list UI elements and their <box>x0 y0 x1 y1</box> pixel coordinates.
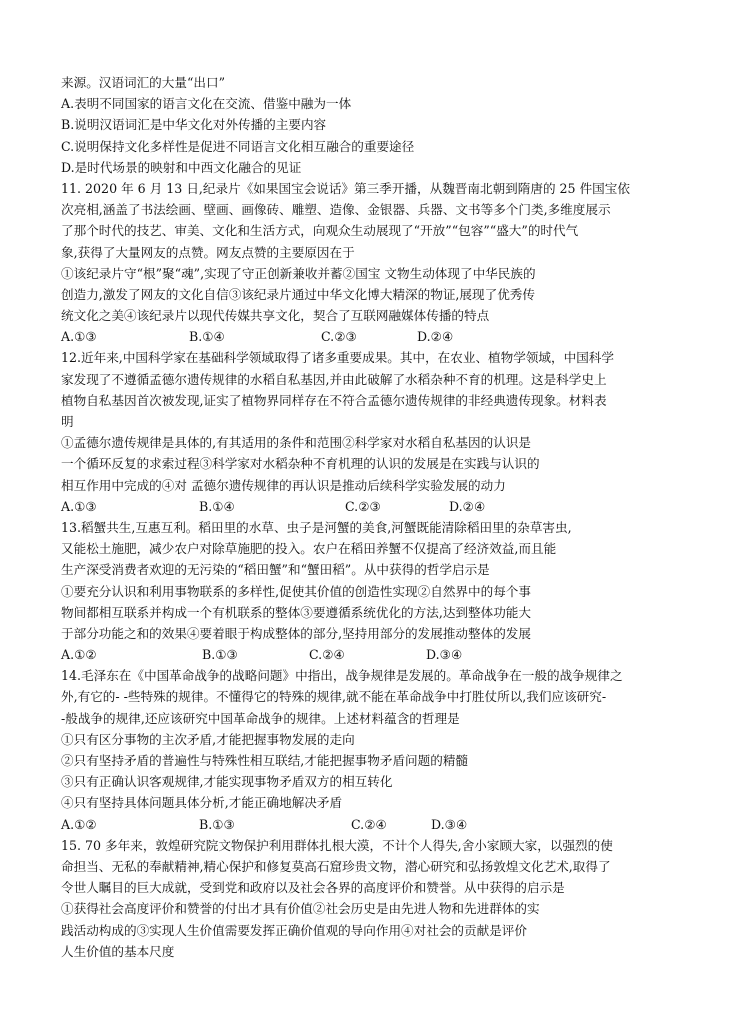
answer-options-row <box>61 496 701 517</box>
question-text-line: 外,有它的- -些特殊的规律。不懂得它的特殊的规律,就不能在革命战争中打胜仗所以,我们应该研究- <box>61 689 607 705</box>
statement-line: ①该纪录片守“根”聚“魂”,实现了守正创新兼收并蓄②国宝 文物生动体现了中华民族的 <box>61 265 536 281</box>
option-a: A.表明不同国家的语言文化在交流、借鉴中融为一体 <box>61 96 352 112</box>
question-stem: 来源。汉语词汇的大量“出口” <box>61 75 226 90</box>
statement-line: 践活动构成的③实现人生价值需要发挥正确价值观的导向作用④对社会的贡献是评价 <box>61 922 527 938</box>
option-c: C.②④ <box>309 647 345 663</box>
statement-line: ①获得社会高度评价和赞誉的付出才具有价值②社会历史是由先进人物和先进群体的实 <box>61 901 540 917</box>
question-text-line: 象,获得了大量网友的点赞。网友点赞的主要原因在于 <box>61 244 355 260</box>
statement-line: ②只有坚持矛盾的普遍性与特殊性相互联结,才能把握事物矛盾问题的精髓 <box>61 753 469 768</box>
option-c: C.②③ <box>321 329 357 345</box>
option-d: D.③④ <box>426 647 463 663</box>
question-text-line: 12.近年来,中国科学家在基础科学领域取得了诸多重要成果。其中，在农业、植物学领域，中国科学 <box>61 350 614 366</box>
statement-line: ①要充分认识和利用事物联系的多样性,促使其价值的创造性实现②自然界中的每个事 <box>61 583 531 599</box>
statement-line: ③只有正确认识客观规律,才能实现事物矛盾双方的相互转化 <box>61 774 393 790</box>
option-b: B.①④ <box>189 329 225 345</box>
statement-line: 统文化之美④该纪录片以现代传媒共享文化，契合了互联网融媒体传播的特点 <box>61 308 490 324</box>
question-15 <box>61 835 701 962</box>
option-c: C.②③ <box>345 498 381 514</box>
option-b: B.①④ <box>199 498 235 514</box>
answer-options-row <box>61 814 701 835</box>
question-text-line: 11. 2020 年 6 月 13 日,纪录片《如果国宝会说话》第三季开播，从魏晋南北朝到隋唐的 25 件国宝依 <box>61 180 630 196</box>
statement-line: 人生价值的基本尺度 <box>61 943 175 959</box>
statement-line: 物间都相互联系并构成一个有机联系的整体③要遵循系统优化的方法,达到整体功能大 <box>61 604 531 620</box>
question-text-line: -般战争的规律,还应该研究中国革命战争的规律。上述材料蕴含的哲理是 <box>61 710 460 726</box>
statement-line: 创造力,激发了网友的文化自信③该纪录片通过中华文化博大精深的物证,展现了优秀传 <box>61 286 535 302</box>
statement-line: ①只有区分事物的主次矛盾,才能把握事物发展的走向 <box>61 731 355 747</box>
statement-line: 于部分功能之和的效果④要着眼于构成整体的部分,坚持用部分的发展推动整体的发展 <box>61 625 531 641</box>
question-text-line: 生产深受消费者欢迎的无污染的“稻田蟹”和“蟹田稻”。从中获得的哲学启示是 <box>61 562 490 578</box>
statement-line: ④只有坚持具体问题具体分析,才能正确地解决矛盾 <box>61 795 343 811</box>
question-text-line: 15. 70 多年来，敦煌研究院文物保护利用群体扎根大漠，不计个人得失,舍小家顾大家，以强烈的使 <box>61 837 613 853</box>
question-text-line: 次亮相,涵盖了书法绘画、壁画、画像砖、雕塑、造像、金银器、兵器、文书等多个门类,多维度展示 <box>61 202 611 218</box>
option-b: B.说明汉语词汇是中华文化对外传播的主要内容 <box>61 117 327 133</box>
answer-options-row <box>61 326 701 347</box>
question-text-line: 命担当、无私的奉献精神,精心保护和修复莫高石窟珍贵文物，潜心研究和弘扬敦煌文化艺术,取得了 <box>61 858 611 874</box>
statement-line: 相互作用中完成的④对 孟德尔遗传规律的再认识是推动后续科学实验发展的动力 <box>61 477 506 493</box>
option-c: C.②④ <box>351 816 387 832</box>
question-text-line: 植物自私基因首次被发现,证实了植物界同样存在不符合孟德尔遗传规律的非经典遗传现象。材料表 <box>61 392 607 408</box>
option-d: D.是时代场景的映射和中西文化融合的见证 <box>61 159 302 175</box>
question-11 <box>61 178 701 348</box>
question-text-line: 又能松土施肥，减少农户对除草施肥的投入。农户在稻田养蟹不仅提高了经济效益,而且能 <box>61 541 557 557</box>
option-a: A.①② <box>61 816 97 832</box>
question-text-line: 14.毛泽东在《中国革命战争的战略问题》中指出，战争规律是发展的。革命战争在一般的战争规律之 <box>61 668 623 684</box>
answer-options-row <box>61 644 701 665</box>
option-b: B.①③ <box>199 816 235 832</box>
option-d: D.②④ <box>417 329 454 345</box>
question-text-line: 明 <box>61 414 74 429</box>
question-text-line: 了那个时代的技艺、审美、文化和生活方式，向观众生动展现了“开放”“包容”“盛大”的时代气 <box>61 223 579 239</box>
question-text-line: 13.稻蟹共生,互惠互利。稻田里的水草、虫子是河蟹的美食,河蟹既能清除稻田里的杂草害虫, <box>61 519 572 535</box>
question-12 <box>61 347 701 517</box>
question-text-line: 家发现了不遵循孟德尔遗传规律的水稻自私基因,并由此破解了水稻杂种不育的机理。这是科学史上 <box>61 371 607 387</box>
statement-line: 一个循环反复的求索过程③科学家对水稻杂种不育机理的认识的发展是在实践与认识的 <box>61 456 540 472</box>
option-d: D.③④ <box>431 816 468 832</box>
page-content <box>61 72 701 962</box>
question-10-tail <box>61 72 701 178</box>
question-14 <box>61 665 701 835</box>
option-b: B.①③ <box>202 647 238 663</box>
option-a: A.①③ <box>61 498 97 514</box>
question-13 <box>61 517 701 665</box>
question-text-line: 令世人瞩目的巨大成就，受到党和政府以及社会各界的高度评价和赞誉。从中获得的启示是 <box>61 880 565 896</box>
option-d: D.②④ <box>449 498 486 514</box>
option-a: A.①③ <box>61 329 97 345</box>
statement-line: ①孟德尔遗传规律是具体的,有其适用的条件和范围②科学家对水稻自私基因的认识是 <box>61 435 531 451</box>
option-c: C.说明保持文化多样性是促进不同语言文化相互融合的重要途径 <box>61 138 415 154</box>
option-a: A.①② <box>61 647 97 663</box>
